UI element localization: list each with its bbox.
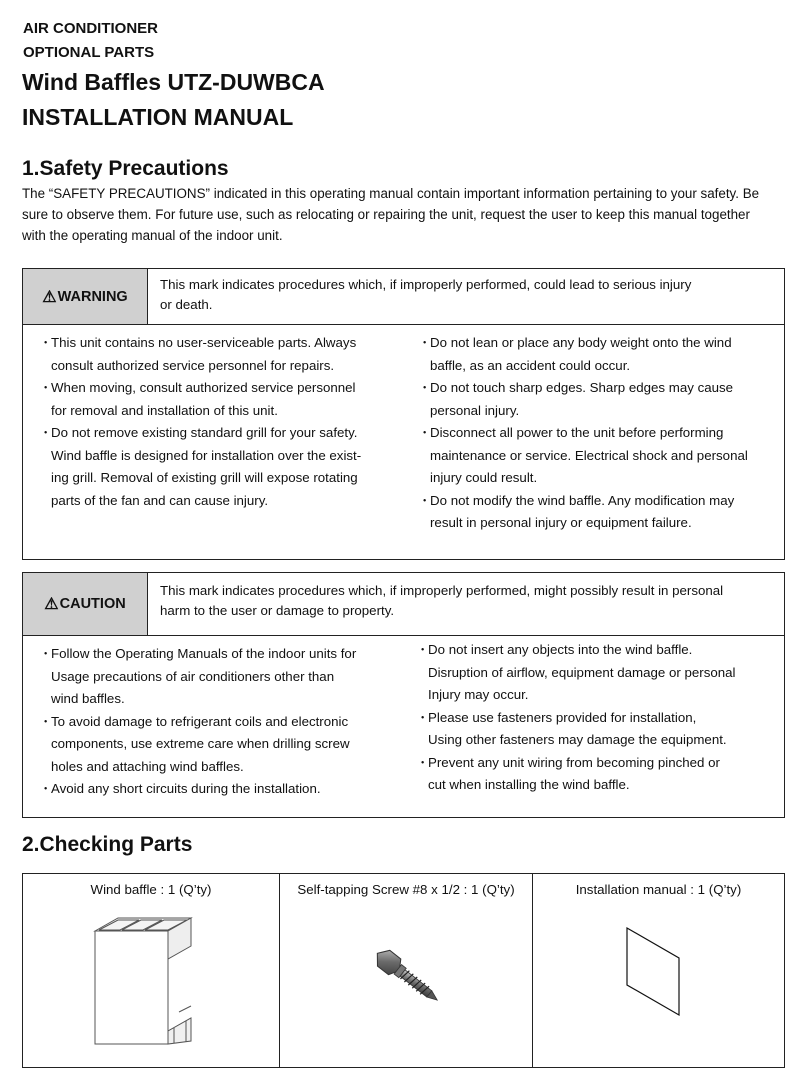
section-1-intro: The “SAFETY PRECAUTIONS” indicated in this operating manual contain important information pertaining to your safety. Be sure to observe them. For future use, such as relocating or repairing the unit, request the user to keep this manual together with the operating manual of the indoor unit. [22,186,760,243]
bullet-line: Do not touch sharp edges. Sharp edges may cause [430,380,734,395]
wind-baffle-icon [91,916,196,1051]
bullet-dot: ・ [418,335,432,350]
bullet-line: Using other fasteners may damage the equipment. [428,732,727,747]
warning-triangle-icon: ⚠ [42,288,57,306]
bullet-item [414,639,776,707]
bullet-line: Usage precautions of air conditioners other than [51,668,335,684]
caution-label: CAUTION [59,596,126,612]
bullet-dot: ・ [416,642,430,657]
section-1-heading: 1.Safety Precautions [22,157,229,180]
bullet-line: Wind baffle is designed for installation over the exist- [51,447,362,463]
bullet-line: Please use fasteners provided for installation, [428,709,697,725]
bullet-item [416,377,778,422]
bullet-dot: ・ [39,335,53,350]
warning-left-column [37,332,397,512]
screw-icon [352,940,452,1020]
bullet-line: wind baffles. [51,691,125,706]
bullet-line: holes and attaching wind baffles. [51,758,244,774]
bullet-line: Do not modify the wind baffle. Any modification may [430,492,735,508]
bullet-line: for removal and installation of this unit. [51,402,278,418]
bullet-line: components, use extreme care when drilling screw [51,736,350,751]
bullet-line: To avoid damage to refrigerant coils and electronic [51,713,349,729]
bullet-item [414,752,776,797]
bullet-line: maintenance or service. Electrical shock and personal [430,447,748,463]
bullet-dot: ・ [39,713,53,729]
bullet-line: ing grill. Removal of existing grill will expose rotating [51,470,358,485]
part-cell-wind-baffle [23,874,280,1067]
bullet-line: consult authorized service personnel for repairs. [51,357,335,373]
part-label-screw: Self-tapping Screw #8 x 1/2 : 1 (Q’ty) [297,882,515,897]
bullet-dot: ・ [416,754,430,770]
bullet-line: baffle, as an accident could occur. [430,357,631,373]
bullet-line: injury could result. [430,470,538,485]
bullet-item [416,332,778,377]
caution-desc-line-1: This mark indicates procedures which, if improperly performed, might possibly result in personal [160,583,724,598]
bullet-dot: ・ [418,380,432,395]
bullet-item [416,490,778,535]
warning-box [22,268,785,560]
bullet-line: Disruption of airflow, equipment damage or personal [428,664,736,680]
bullet-line: Do not lean or place any body weight onto the wind [430,335,732,350]
caution-description [148,573,784,636]
bullet-dot: ・ [39,781,53,796]
bullet-line: When moving, consult authorized service personnel [51,380,356,395]
bullet-dot: ・ [418,492,432,508]
document-subtitle: INSTALLATION MANUAL [22,104,294,130]
caution-desc-line-2: harm to the user or damage to property. [160,603,395,618]
bullet-dot: ・ [39,425,53,440]
bullet-item [416,422,778,490]
bullet-line: Avoid any short circuits during the installation. [51,781,321,796]
bullet-item [37,711,397,779]
bullet-line: Prevent any unit wiring from becoming pinched or [428,754,720,770]
caution-left-column [37,643,397,801]
warning-right-column [416,332,778,535]
bullet-line: Do not remove existing standard grill for your safety. [51,425,358,440]
warning-description [148,269,784,325]
bullet-line: Injury may occur. [428,687,529,702]
bullet-line: result in personal injury or equipment failure. [430,515,692,530]
document-title: Wind Baffles UTZ-DUWBCA [22,69,325,95]
bullet-line: parts of the fan and can cause injury. [51,492,269,508]
part-cell-manual [533,874,784,1067]
bullet-dot: ・ [39,646,53,661]
bullet-item [37,377,397,422]
warning-label: WARNING [57,288,128,305]
manual-sheet-icon [623,926,683,1018]
caution-triangle-icon: ⚠ [44,596,59,613]
bullet-item [37,643,397,711]
warning-desc-line-2: or death. [160,297,213,312]
bullet-dot: ・ [416,709,430,725]
bullet-dot: ・ [39,380,53,395]
bullet-item [414,707,776,752]
header-line-2: OPTIONAL PARTS [23,44,155,61]
part-label-wind-baffle: Wind baffle : 1 (Q’ty) [90,882,212,897]
bullet-item [37,778,397,801]
caution-label-cell [23,573,148,636]
bullet-dot: ・ [418,425,432,440]
warning-desc-line-1: This mark indicates procedures which, if improperly performed, could lead to serious injury [160,277,692,292]
bullet-item [37,332,397,377]
part-label-manual: Installation manual : 1 (Q’ty) [575,882,742,897]
bullet-line: cut when installing the wind baffle. [428,777,630,792]
bullet-line: Do not insert any objects into the wind baffle. [428,642,693,657]
parts-table [22,873,785,1068]
bullet-item [37,422,397,512]
bullet-line: Disconnect all power to the unit before performing [430,425,724,440]
header-line-1: AIR CONDITIONER [23,20,158,37]
bullet-line: This unit contains no user-serviceable parts. Always [51,335,357,350]
bullet-line: personal injury. [430,402,520,418]
caution-box [22,572,785,818]
bullet-line: Follow the Operating Manuals of the indoor units for [51,646,357,661]
caution-right-column [414,639,776,797]
section-2-heading: 2.Checking Parts [22,833,193,856]
warning-label-cell [23,269,148,325]
part-cell-screw [280,874,533,1067]
